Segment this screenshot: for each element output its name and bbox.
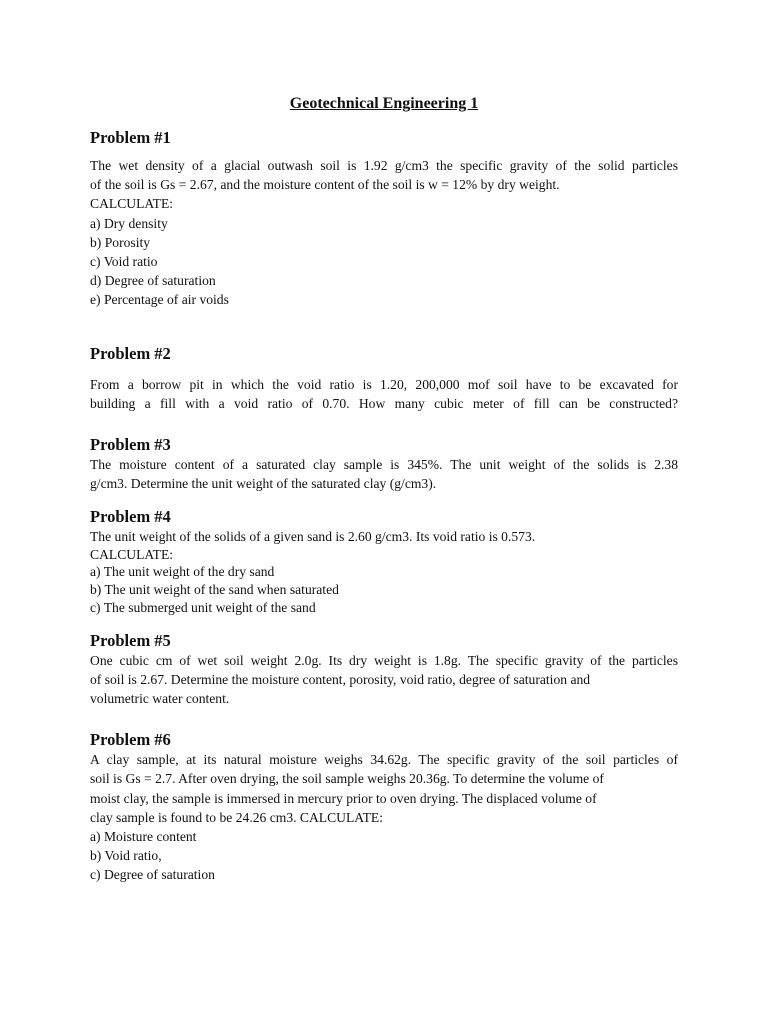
problem-5-line-2: of soil is 2.67. Determine the moisture content, porosity, void ratio, degree of saturation and (90, 671, 591, 687)
problem-5 (90, 631, 678, 709)
problem-1-item-a: a) Dry density (90, 215, 168, 231)
problem-6-line-3: moist clay, the sample is immersed in mercury prior to oven drying. The displaced volume of (90, 790, 597, 806)
problem-6-line-1: A clay sample, at its natural moisture weighs 34.62g. The specific gravity of the soil particles of (90, 752, 678, 768)
problem-3-heading: Problem #3 (90, 435, 171, 455)
problem-5-heading: Problem #5 (90, 630, 171, 650)
problem-1-heading: Problem #1 (90, 128, 171, 147)
problem-6-heading: Problem #6 (90, 730, 171, 750)
problem-1-line-1: The wet density of a glacial outwash soil is 1.92 g/cm3 the specific gravity of the solid particles (90, 158, 678, 173)
problem-3-line-2: g/cm3. Determine the unit weight of the saturated clay (g/cm3). (90, 476, 437, 492)
problem-6-item-a: a) Moisture content (90, 829, 197, 845)
problem-1 (90, 128, 678, 310)
problem-1-item-c: c) Void ratio (90, 254, 158, 270)
problem-1-item-b: b) Porosity (90, 234, 151, 250)
document-title: Geotechnical Engineering 1 (289, 95, 479, 112)
problem-4-heading: Problem #4 (90, 507, 171, 527)
problem-6-line-2: soil is Gs = 2.7. After oven drying, the soil sample weighs 20.36g. To determine the volume of (90, 771, 604, 787)
problem-5-line-3: volumetric water content. (90, 691, 230, 707)
problem-4 (90, 507, 678, 616)
problem-6-item-b: b) Void ratio, (90, 848, 162, 864)
problem-6-line-4: clay sample is found to be 24.26 cm3. CALCULATE: (90, 809, 383, 825)
problem-1-calculate-label: CALCULATE: (90, 196, 174, 212)
document-page (90, 94, 678, 885)
problem-3-line-1: The moisture content of a saturated clay sample is 345%. The unit weight of the solids is 2.38 (90, 457, 678, 473)
problem-6 (90, 730, 678, 884)
problem-1-line-2: of the soil is Gs = 2.67, and the moisture content of the soil is w = 12% by dry weight. (90, 177, 560, 193)
problem-5-line-1: One cubic cm of wet soil weight 2.0g. Its dry weight is 1.8g. The specific gravity of the particles (90, 652, 678, 668)
problem-4-calculate-label: CALCULATE: (90, 546, 174, 562)
problem-1-item-e: e) Percentage of air voids (90, 292, 229, 308)
problem-2-line-1: From a borrow pit in which the void ratio is 1.20, 200,000 mof soil have to be excavated for (90, 376, 678, 392)
problem-1-item-d: d) Degree of saturation (90, 273, 216, 289)
problem-4-line-1: The unit weight of the solids of a given sand is 2.60 g/cm3. Its void ratio is 0.573. (90, 529, 536, 545)
problem-2-line-2: building a fill with a void ratio of 0.70. How many cubic meter of fill can be constructed? (90, 395, 678, 411)
problem-6-item-c: c) Degree of saturation (90, 867, 215, 883)
problem-2 (90, 344, 678, 413)
problem-3 (90, 435, 678, 493)
problem-4-item-b: b) The unit weight of the sand when saturated (90, 581, 339, 597)
problem-4-item-c: c) The submerged unit weight of the sand (90, 599, 316, 615)
problem-2-heading: Problem #2 (90, 343, 171, 363)
problem-4-item-a: a) The unit weight of the dry sand (90, 563, 275, 579)
